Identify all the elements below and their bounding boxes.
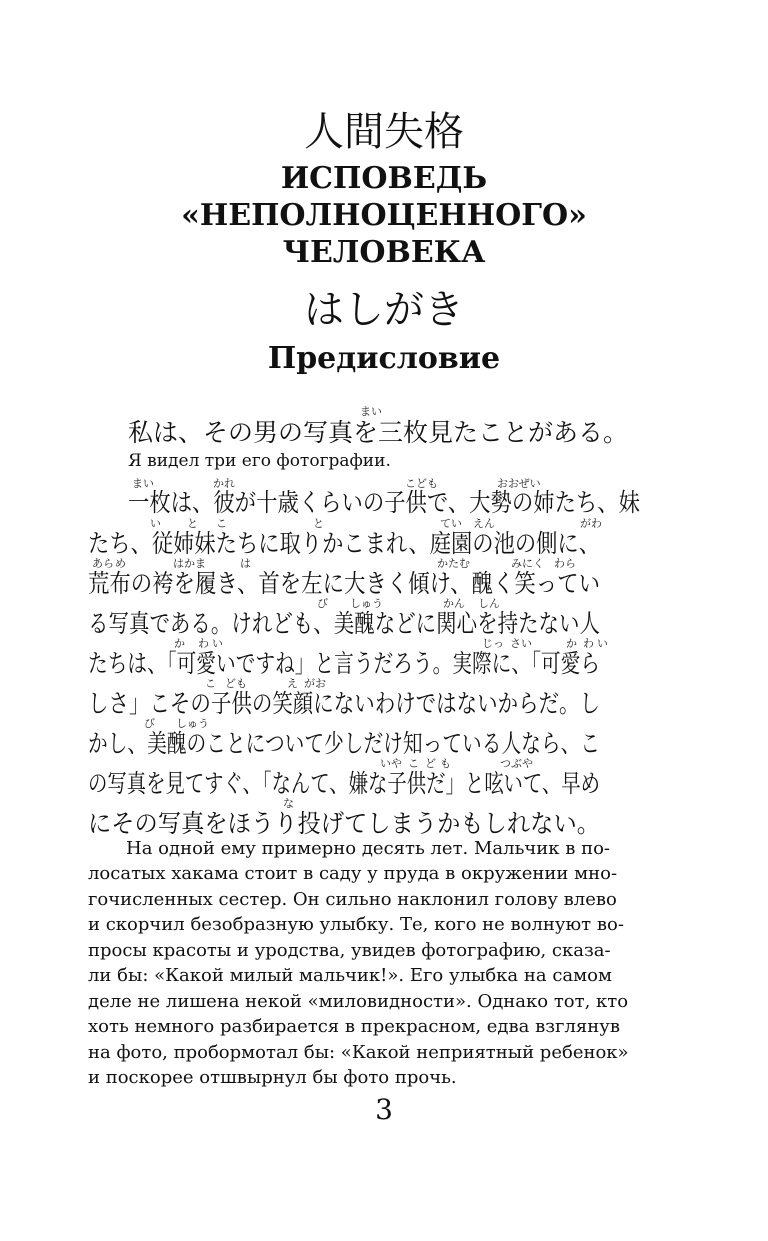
japanese-first-sentence: 私は、その男の写真を三枚見たことがある。 [128, 418, 629, 447]
furigana: ども [225, 677, 247, 690]
furigana: わら [554, 557, 576, 570]
japanese-line: かし、美醜のことについて少しだけ知っている人なら、こ [88, 729, 600, 758]
furigana: つぶや [500, 757, 533, 770]
furigana: と [313, 517, 324, 530]
furigana: てい [440, 517, 462, 530]
furigana: び [144, 717, 155, 730]
furigana: か [174, 637, 185, 650]
furigana: か [566, 637, 577, 650]
furigana: かたむ [437, 557, 470, 570]
furigana: はかま [173, 557, 206, 570]
furigana: さい [510, 637, 532, 650]
title-russian [0, 160, 768, 271]
furigana: え [287, 677, 298, 690]
furigana: い [212, 637, 223, 650]
russian-line: деле не лишена некой «миловидности». Однако тот, кто [88, 991, 629, 1012]
furigana: な [283, 797, 294, 810]
furigana: こども [405, 477, 438, 490]
furigana: ど [425, 757, 436, 770]
furigana: しゅう [176, 717, 209, 730]
russian-line: ли бы: «Какой милый мальчик!». Его улыбка на самом [88, 965, 612, 986]
japanese-line: る写真である。けれども、美醜などに関心を持たない人 [88, 609, 600, 638]
furigana: じっ [482, 637, 504, 650]
japanese-line: にその写真をほうり投げてしまうかもしれない。 [88, 809, 600, 838]
furigana: あら [92, 557, 114, 570]
russian-line: лосатых хакама стоит в саду у пруда в окружении мно- [88, 863, 618, 884]
japanese-line: たち、従姉妹たちに取りかこまれ、庭園の池の側に、 [88, 529, 600, 558]
furigana: いや [380, 757, 402, 770]
japanese-line: 一枚は、彼が十歳くらいの子供で、大勢の姉たち、妹 [128, 488, 640, 517]
furigana: しゅう [350, 597, 383, 610]
russian-line: гочисленных сестер. Он сильно наклонил голову влево [88, 889, 617, 910]
furigana: まい [360, 405, 382, 418]
furigana: い [150, 517, 161, 530]
furigana: まい [132, 477, 154, 490]
furigana: と [187, 517, 198, 530]
russian-line: На одной ему примерно десять лет. Мальчик в по- [126, 838, 611, 859]
japanese-line: 荒布の袴を履き、首を左に大きく傾け、醜く笑ってい [88, 569, 600, 598]
title-russian-line: «НЕПОЛНОЦЕННОГО» [181, 198, 587, 233]
furigana: も [440, 757, 451, 770]
russian-line: и поскорее отшвырнул бы фото прочь. [88, 1067, 457, 1088]
subtitle-russian: Предисловие [267, 341, 501, 376]
furigana: かん [443, 597, 465, 610]
russian-line: хоть немного разбирается в прекрасном, едва взглянув [88, 1016, 620, 1037]
furigana: わ [583, 637, 594, 650]
furigana: えん [473, 517, 495, 530]
japanese-line: の写真を見てすぐ、「なんて、嫌な子供だ」と呟いて、早め [88, 769, 600, 798]
furigana: こ [205, 677, 216, 690]
furigana: め [115, 557, 126, 570]
furigana: は [240, 557, 251, 570]
furigana: い [597, 637, 608, 650]
furigana: かれ [213, 477, 235, 490]
title-japanese: 人間失格 [304, 109, 464, 155]
furigana: こ [216, 517, 227, 530]
furigana: がわ [580, 517, 602, 530]
russian-first-sentence: Я видел три его фотографии. [128, 451, 391, 471]
title-russian-line: ИСПОВЕДЬ [280, 161, 488, 196]
furigana: び [317, 597, 328, 610]
furigana: おおぜい [497, 477, 541, 490]
russian-line: и скорчил безобразную улыбку. Те, кого не волнуют во- [88, 914, 624, 935]
furigana: がお [304, 677, 326, 690]
japanese-line: たちは、「可愛いですね」と言うだろう。実際に、「可愛ら [88, 649, 600, 678]
japanese-line: しさ」こその子供の笑顔にないわけではないからだ。し [88, 689, 600, 718]
furigana: こ [408, 757, 419, 770]
russian-line: просы красоты и уродства, увидев фотографию, сказа- [88, 940, 611, 961]
russian-line: на фото, пробормотал бы: «Какой неприятный ребенок» [88, 1042, 629, 1063]
furigana: わ [198, 637, 209, 650]
furigana: しん [478, 597, 500, 610]
subtitle-japanese: はしがき [304, 287, 464, 333]
title-russian-line: ЧЕЛОВЕКА [282, 235, 486, 270]
furigana: みにく [511, 557, 544, 570]
page-number: 3 [375, 1093, 393, 1126]
